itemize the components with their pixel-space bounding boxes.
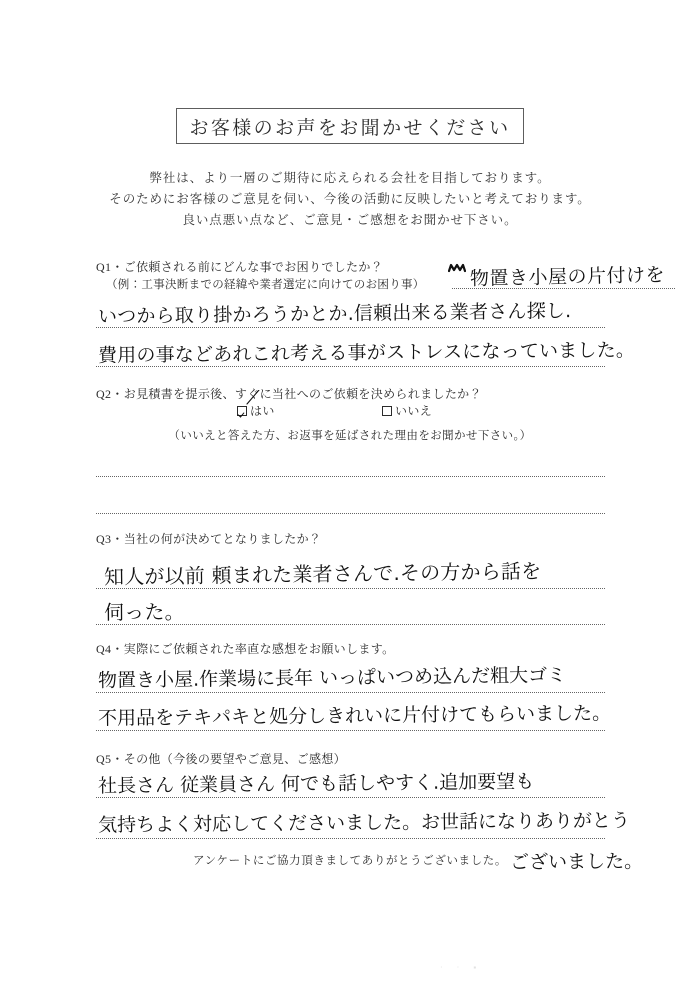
q2-note: （いいえと答えた方、お返事を延ばされた理由をお聞かせ下さい。） [168,430,532,442]
q4-answer-rule-0 [96,692,605,693]
q2-option-no-label: いいえ [395,404,433,418]
q2-option-yes-label: はい [250,404,275,418]
q5-answer-rule-1 [96,838,605,839]
intro-line-3: 良い点悪い点など、ご意見・ご感想をお聞かせ下さい。 [182,213,518,227]
question-q1-subheading: （例：工事決断までの経緯や業者選定に向けてのお困り事） [106,279,425,291]
q4-answer-line-0: 物置き小屋.作業場に長年 いっぱいつめ込んだ粗大ゴミ [97,664,567,692]
q5-answer-line-2: ございました。 [509,850,644,874]
question-q5-heading: Q5・その他（今後の要望やご意見、ご感想） [96,752,347,766]
handwritten-check-stroke-icon [244,390,260,404]
q4-answer-line-1: 不用品をテキパキと処分しきれいに片付けてもらいました。 [97,702,612,730]
question-q3-heading: Q3・当社の何が決めてとなりましたか？ [96,532,322,546]
page-title: お客様のお声をお聞かせください [189,117,511,139]
q1-answer-line-1: いつから取り掛かろうかとか.信頼出来る業者さん探し. [97,300,572,328]
q2-answer-rule-0 [96,476,605,477]
checkbox-no[interactable] [382,406,392,416]
question-q2-heading: Q2・お見積書を提示後、すぐに当社へのご依頼を決められましたか？ [96,387,482,401]
checkbox-yes[interactable] [237,406,247,416]
q3-answer-line-0: 知人が以前 頼まれた業者さんで.その方から話を [103,558,542,590]
q5-answer-line-0: 社長さん 従業員さん 何でも話しやすく.追加要望も [97,770,535,798]
q2-option-no[interactable] [382,402,432,419]
closing-note: アンケートにご協力頂きましてありがとうございました。 [193,855,507,867]
handwritten-squiggle-icon [448,262,466,280]
scan-artifact: · · ▪ [440,963,483,972]
question-q1-heading: Q1・ご依頼される前にどんな事でお困りでしたか？ [96,260,384,274]
q2-answer-rule-1 [96,513,605,514]
intro-paragraph [0,168,700,231]
q5-answer-line-1: 気持ちよく対応してくださいました。お世話になりありがとう [97,809,631,837]
q1-answer-line-0: 物置き小屋の片付けを [469,263,666,291]
q4-answer-rule-1 [96,730,605,731]
intro-line-2: そのためにお客様のご意見を伺い、今後の活動に反映したいと考えております。 [109,192,591,206]
q3-answer-line-1: 伺った。 [103,599,185,625]
page-title-box [176,108,524,144]
question-q4-heading: Q4・実際にご依頼された率直な感想をお願いします。 [96,642,395,656]
intro-line-1: 弊社は、より一層のご期待に応えられる会社を目指しております。 [149,171,551,185]
q1-answer-line-2: 費用の事などあれこれ考える事がストレスになっていました。 [97,339,636,367]
